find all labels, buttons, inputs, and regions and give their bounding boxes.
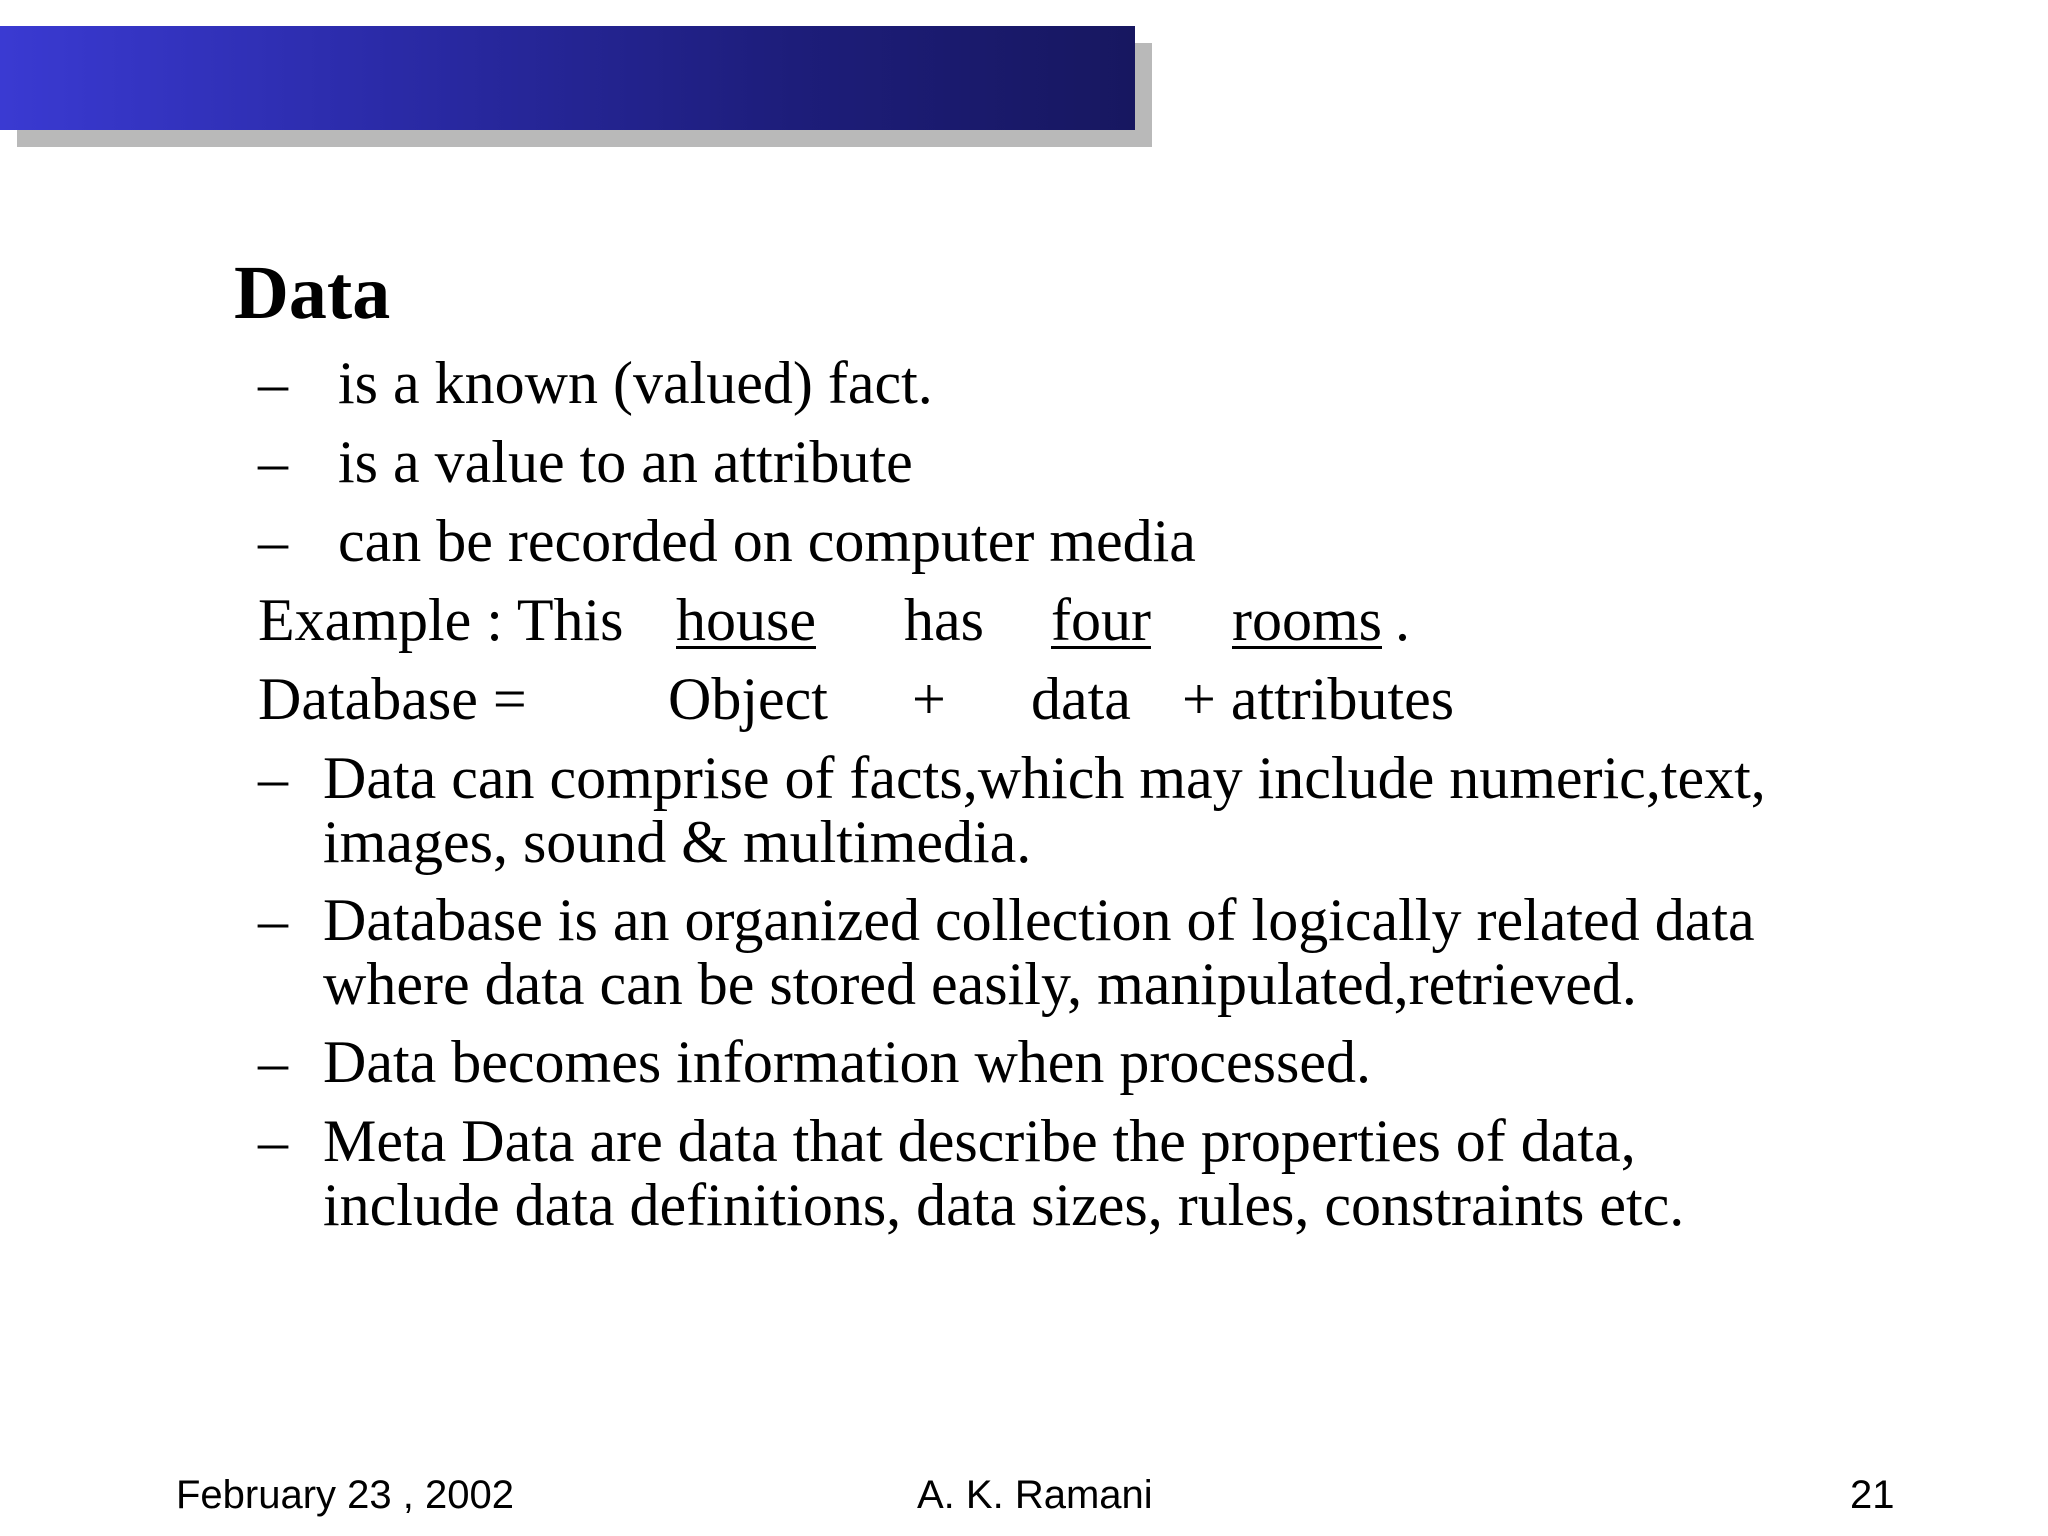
example-suffix: . — [1395, 587, 1410, 653]
header-bar — [0, 26, 1135, 130]
database-equation — [258, 668, 1558, 730]
equation-term-attributes: + attributes — [1182, 666, 1455, 732]
bullet-dash: – — [258, 887, 288, 953]
bullet-dash: – — [258, 508, 288, 574]
bullet-text-line: images, sound & multimedia. — [323, 809, 1032, 875]
slide-title: Data — [234, 251, 391, 335]
bullet-text-line: include data definitions, data sizes, rules, constraints etc. — [323, 1172, 1685, 1238]
footer-author: A. K. Ramani — [917, 1473, 1153, 1517]
bullet-text: is a known (valued) fact. — [338, 350, 933, 416]
bullet-dash: – — [258, 1029, 288, 1095]
bullet-dash: – — [258, 350, 288, 416]
bullet-text-line: where data can be stored easily, manipulated,retrieved. — [323, 951, 1637, 1017]
example-word-house: house — [676, 587, 816, 653]
equation-term-object: Object — [668, 666, 828, 732]
example-word-has: has — [904, 587, 984, 653]
bullet-dash: – — [258, 1108, 288, 1174]
bullet-text-line: Data becomes information when processed. — [323, 1029, 1371, 1095]
bullet-text: can be recorded on computer media — [338, 508, 1196, 574]
example-prefix: Example : This — [258, 587, 624, 653]
example-word-four: four — [1051, 587, 1151, 653]
bullet-text-line: Data can comprise of facts,which may include numeric,text, — [323, 745, 1766, 811]
equation-lhs: Database = — [258, 666, 527, 732]
equation-operator: + — [912, 666, 946, 732]
example-word-rooms: rooms — [1232, 587, 1382, 653]
bullet-dash: – — [258, 745, 288, 811]
equation-term-data: data — [1031, 666, 1131, 732]
footer-date: February 23 , 2002 — [176, 1473, 514, 1517]
bullet-dash: – — [258, 429, 288, 495]
bullet-text: is a value to an attribute — [338, 429, 913, 495]
footer-page-number: 21 — [1850, 1473, 1895, 1517]
example-line — [258, 589, 1458, 651]
bullet-text-line: Meta Data are data that describe the properties of data, — [323, 1108, 1636, 1174]
bullet-text-line: Database is an organized collection of logically related data — [323, 887, 1755, 953]
